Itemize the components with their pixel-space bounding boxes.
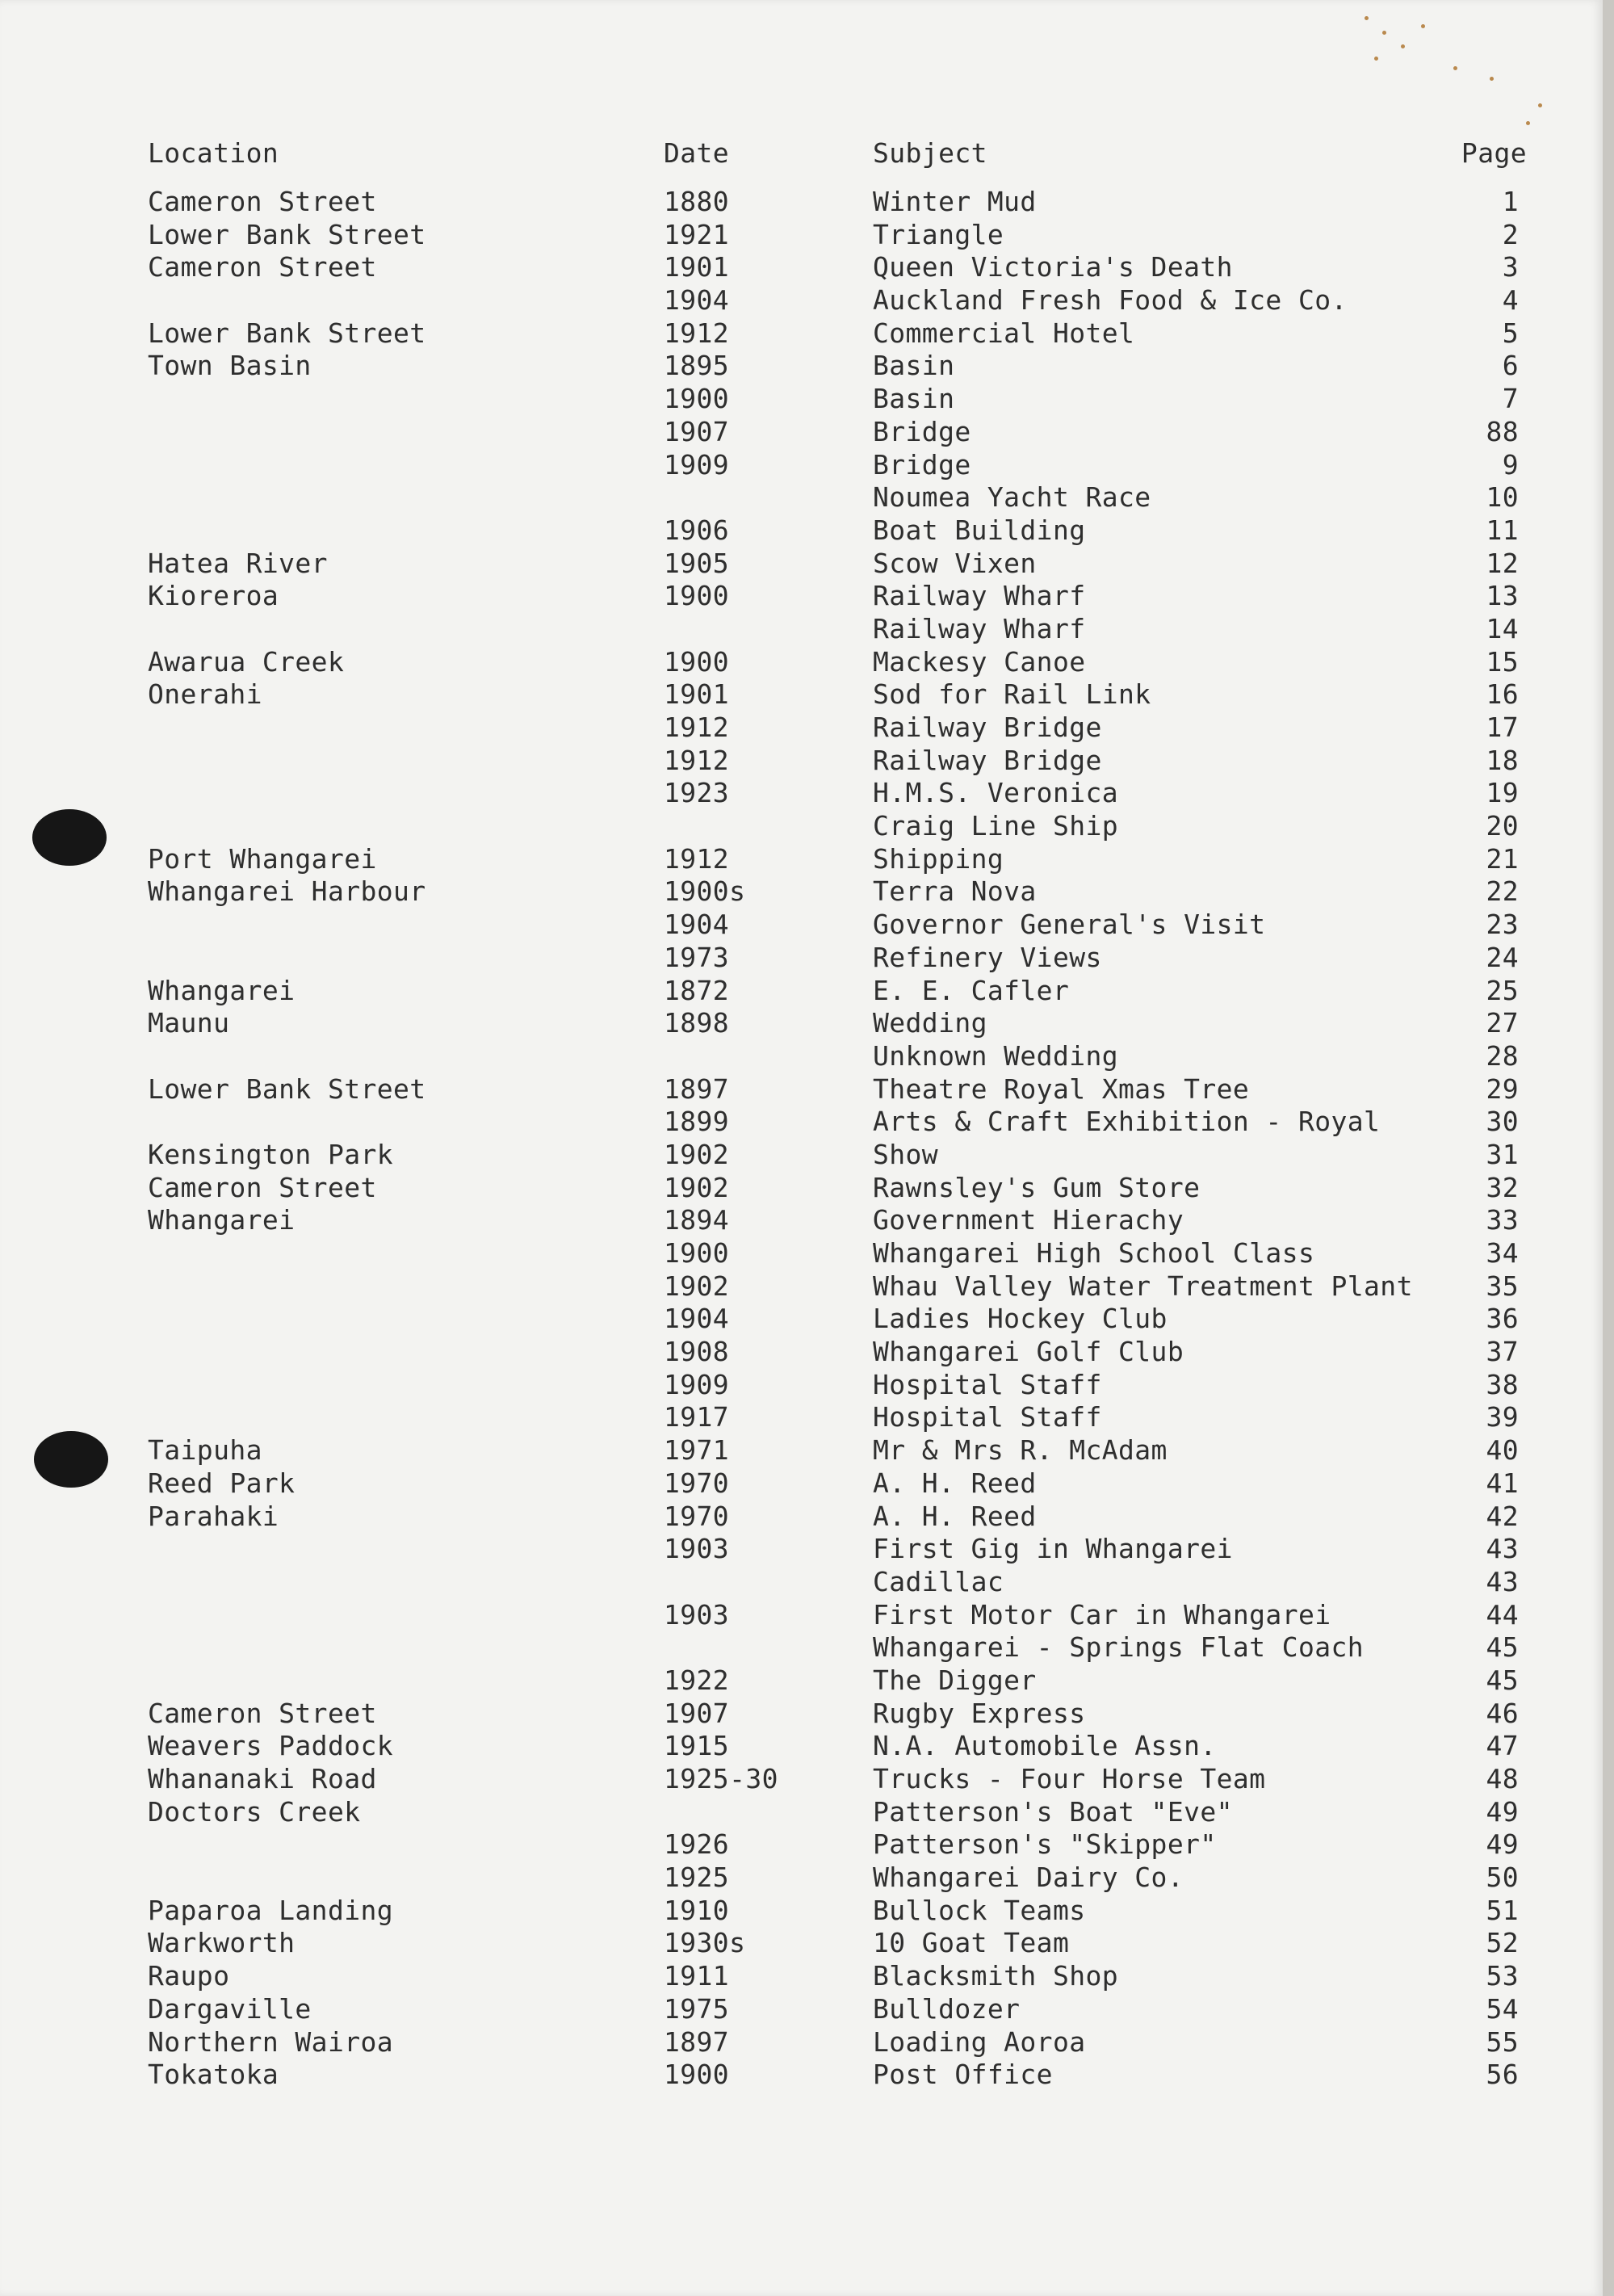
table-row xyxy=(0,416,1614,449)
row-date: 1917 xyxy=(664,1401,730,1433)
table-row xyxy=(0,613,1614,646)
row-date: 1880 xyxy=(664,186,730,217)
row-subject: Governor General's Visit xyxy=(873,909,1266,941)
table-row xyxy=(0,481,1614,514)
row-subject: Show xyxy=(873,1138,939,1170)
row-page: 7 xyxy=(1502,383,1519,415)
table-row xyxy=(0,1533,1614,1566)
row-location: Maunu xyxy=(148,1007,230,1039)
row-page: 45 xyxy=(1486,1664,1519,1696)
row-location: Hatea River xyxy=(148,547,328,579)
row-date: 1904 xyxy=(664,1303,730,1335)
row-location: Warkworth xyxy=(148,1927,296,1959)
row-subject: Whangarei Golf Club xyxy=(873,1336,1184,1368)
row-page: 43 xyxy=(1486,1533,1519,1565)
table-row xyxy=(0,1862,1614,1895)
row-subject: Mackesy Canoe xyxy=(873,645,1086,678)
row-subject: Noumea Yacht Race xyxy=(873,481,1151,514)
row-location: Cameron Street xyxy=(148,251,377,283)
row-date: 1907 xyxy=(664,415,730,447)
row-location: Northern Wairoa xyxy=(148,2025,394,2058)
row-page: 31 xyxy=(1486,1138,1519,1170)
row-date: 1915 xyxy=(664,1730,730,1762)
header-date: Date xyxy=(664,137,730,169)
row-subject: Whangarei - Springs Flat Coach xyxy=(873,1631,1365,1664)
row-date: 1912 xyxy=(664,842,730,875)
row-page: 55 xyxy=(1486,2025,1519,2058)
row-subject: Railway Wharf xyxy=(873,612,1086,644)
row-page: 43 xyxy=(1486,1565,1519,1597)
row-location: Dargaville xyxy=(148,1992,312,2025)
table-row xyxy=(0,646,1614,679)
row-location: Onerahi xyxy=(148,678,262,711)
row-location: Lower Bank Street xyxy=(148,1072,426,1105)
table-row xyxy=(0,1993,1614,2026)
row-subject: E. E. Cafler xyxy=(873,974,1070,1006)
row-page: 32 xyxy=(1486,1171,1519,1203)
table-row xyxy=(0,1139,1614,1172)
table-row xyxy=(0,1566,1614,1599)
row-page: 54 xyxy=(1486,1992,1519,2025)
row-page: 27 xyxy=(1486,1007,1519,1039)
row-subject: Bridge xyxy=(873,448,971,481)
row-date: 1902 xyxy=(664,1138,730,1170)
row-subject: A. H. Reed xyxy=(873,1500,1037,1532)
row-date: 1901 xyxy=(664,251,730,283)
table-row xyxy=(0,1369,1614,1402)
table-row xyxy=(0,1434,1614,1467)
header-location: Location xyxy=(148,137,279,169)
row-date: 1901 xyxy=(664,678,730,711)
row-subject: Auckland Fresh Food & Ice Co. xyxy=(873,284,1348,317)
row-date: 1923 xyxy=(664,777,730,809)
row-subject: The Digger xyxy=(873,1664,1037,1696)
row-date: 1872 xyxy=(664,974,730,1006)
row-location: Cameron Street xyxy=(148,1697,377,1729)
row-page: 52 xyxy=(1486,1927,1519,1959)
row-subject: Whangarei High School Class xyxy=(873,1237,1315,1269)
row-location: Awarua Creek xyxy=(148,645,345,678)
row-subject: Rugby Express xyxy=(873,1697,1086,1729)
row-location: Tokatoka xyxy=(148,2059,279,2091)
row-page: 4 xyxy=(1502,284,1519,317)
row-subject: Craig Line Ship xyxy=(873,810,1119,842)
table-row xyxy=(0,1501,1614,1534)
row-date: 1897 xyxy=(664,1072,730,1105)
row-location: Lower Bank Street xyxy=(148,218,426,250)
row-page: 19 xyxy=(1486,777,1519,809)
row-location: Parahaki xyxy=(148,1500,279,1532)
row-page: 21 xyxy=(1486,842,1519,875)
row-page: 22 xyxy=(1486,875,1519,908)
row-location: Paparoa Landing xyxy=(148,1894,394,1926)
row-page: 47 xyxy=(1486,1730,1519,1762)
row-location: Port Whangarei xyxy=(148,842,377,875)
row-date: 1973 xyxy=(664,941,730,973)
row-subject: First Gig in Whangarei xyxy=(873,1533,1233,1565)
row-location: Weavers Paddock xyxy=(148,1730,394,1762)
row-date: 1897 xyxy=(664,2025,730,2058)
row-subject: Unknown Wedding xyxy=(873,1039,1119,1072)
row-subject: Government Hierachy xyxy=(873,1204,1184,1236)
row-date: 1904 xyxy=(664,909,730,941)
row-date: 1910 xyxy=(664,1894,730,1926)
row-subject: Triangle xyxy=(873,218,1004,250)
table-row xyxy=(0,1927,1614,1960)
row-date: 1905 xyxy=(664,547,730,579)
row-page: 39 xyxy=(1486,1401,1519,1433)
row-subject: Patterson's "Skipper" xyxy=(873,1828,1217,1861)
row-page: 10 xyxy=(1486,481,1519,514)
row-page: 34 xyxy=(1486,1237,1519,1269)
table-row xyxy=(0,1664,1614,1698)
row-subject: Loading Aoroa xyxy=(873,2025,1086,2058)
row-date: 1912 xyxy=(664,317,730,349)
table-row xyxy=(0,1073,1614,1106)
row-date: 1970 xyxy=(664,1500,730,1532)
row-date: 1925 xyxy=(664,1862,730,1894)
row-subject: N.A. Automobile Assn. xyxy=(873,1730,1217,1762)
table-row xyxy=(0,350,1614,383)
table-row xyxy=(0,514,1614,548)
table-row xyxy=(0,1303,1614,1336)
row-subject: Terra Nova xyxy=(873,875,1037,908)
row-subject: Winter Mud xyxy=(873,186,1037,217)
table-row xyxy=(0,1960,1614,1993)
row-page: 36 xyxy=(1486,1303,1519,1335)
row-date: 1902 xyxy=(664,1171,730,1203)
row-page: 20 xyxy=(1486,810,1519,842)
table-row xyxy=(0,909,1614,942)
row-date: 1922 xyxy=(664,1664,730,1696)
row-date: 1930s xyxy=(664,1927,746,1959)
row-location: Reed Park xyxy=(148,1467,296,1499)
table-row xyxy=(0,186,1614,219)
table-row xyxy=(0,1401,1614,1434)
row-date: 1906 xyxy=(664,514,730,546)
header-page: Page xyxy=(1461,137,1527,169)
row-page: 40 xyxy=(1486,1434,1519,1467)
table-row xyxy=(0,548,1614,581)
row-location: Taipuha xyxy=(148,1434,262,1467)
row-page: 41 xyxy=(1486,1467,1519,1499)
row-subject: Theatre Royal Xmas Tree xyxy=(873,1072,1250,1105)
row-page: 1 xyxy=(1502,186,1519,217)
table-header xyxy=(0,137,1614,170)
row-date: 1900 xyxy=(664,580,730,612)
row-date: 1921 xyxy=(664,218,730,250)
row-page: 23 xyxy=(1486,909,1519,941)
table-row xyxy=(0,711,1614,745)
row-subject: Whangarei Dairy Co. xyxy=(873,1862,1184,1894)
row-subject: Trucks - Four Horse Team xyxy=(873,1763,1266,1794)
row-subject: 10 Goat Team xyxy=(873,1927,1070,1959)
row-date: 1903 xyxy=(664,1533,730,1565)
row-page: 5 xyxy=(1502,317,1519,349)
row-page: 28 xyxy=(1486,1039,1519,1072)
row-subject: Mr & Mrs R. McAdam xyxy=(873,1434,1168,1467)
row-page: 53 xyxy=(1486,1960,1519,1992)
row-page: 2 xyxy=(1502,218,1519,250)
row-subject: Queen Victoria's Death xyxy=(873,251,1233,283)
table-row xyxy=(0,1763,1614,1796)
row-location: Lower Bank Street xyxy=(148,317,426,349)
row-subject: Blacksmith Shop xyxy=(873,1960,1119,1992)
row-page: 24 xyxy=(1486,941,1519,973)
row-subject: H.M.S. Veronica xyxy=(873,777,1119,809)
table-row xyxy=(0,251,1614,284)
row-date: 1975 xyxy=(664,1992,730,2025)
row-subject: Refinery Views xyxy=(873,941,1102,973)
row-location: Whangarei xyxy=(148,974,296,1006)
table-row xyxy=(0,1237,1614,1270)
row-location: Town Basin xyxy=(148,350,312,382)
row-date: 1898 xyxy=(664,1007,730,1039)
row-page: 45 xyxy=(1486,1631,1519,1664)
row-page: 88 xyxy=(1486,415,1519,447)
table-row xyxy=(0,1631,1614,1664)
row-page: 14 xyxy=(1486,612,1519,644)
table-row xyxy=(0,1007,1614,1040)
row-location: Doctors Creek xyxy=(148,1795,361,1828)
row-date: 1900 xyxy=(664,2059,730,2091)
row-page: 35 xyxy=(1486,1270,1519,1302)
row-subject: Basin xyxy=(873,383,955,415)
table-row xyxy=(0,1828,1614,1862)
row-location: Whananaki Road xyxy=(148,1763,377,1794)
row-page: 17 xyxy=(1486,711,1519,743)
row-page: 15 xyxy=(1486,645,1519,678)
row-page: 6 xyxy=(1502,350,1519,382)
row-date: 1899 xyxy=(664,1106,730,1138)
row-location: Whangarei xyxy=(148,1204,296,1236)
row-page: 30 xyxy=(1486,1106,1519,1138)
table-row xyxy=(0,678,1614,711)
table-row xyxy=(0,1796,1614,1829)
table-row xyxy=(0,1040,1614,1073)
row-page: 46 xyxy=(1486,1697,1519,1729)
row-date: 1902 xyxy=(664,1270,730,1302)
row-page: 44 xyxy=(1486,1598,1519,1631)
row-date: 1909 xyxy=(664,448,730,481)
row-date: 1971 xyxy=(664,1434,730,1467)
row-location: Raupo xyxy=(148,1960,230,1992)
table-row xyxy=(0,942,1614,975)
row-location: Cameron Street xyxy=(148,1171,377,1203)
table-row xyxy=(0,1172,1614,1205)
row-subject: Cadillac xyxy=(873,1565,1004,1597)
row-subject: Ladies Hockey Club xyxy=(873,1303,1168,1335)
row-subject: Sod for Rail Link xyxy=(873,678,1151,711)
table-row xyxy=(0,2026,1614,2059)
row-page: 49 xyxy=(1486,1795,1519,1828)
row-date: 1926 xyxy=(664,1828,730,1861)
table-row xyxy=(0,580,1614,613)
row-subject: Railway Bridge xyxy=(873,711,1102,743)
table-row xyxy=(0,810,1614,843)
row-page: 56 xyxy=(1486,2059,1519,2091)
row-date: 1895 xyxy=(664,350,730,382)
row-subject: A. H. Reed xyxy=(873,1467,1037,1499)
row-subject: Whau Valley Water Treatment Plant xyxy=(873,1270,1413,1302)
row-page: 9 xyxy=(1502,448,1519,481)
row-subject: First Motor Car in Whangarei xyxy=(873,1598,1331,1631)
table-row xyxy=(0,1698,1614,1731)
row-date: 1909 xyxy=(664,1368,730,1400)
row-subject: Railway Wharf xyxy=(873,580,1086,612)
row-subject: Arts & Craft Exhibition - Royal xyxy=(873,1106,1381,1138)
row-page: 49 xyxy=(1486,1828,1519,1861)
row-date: 1911 xyxy=(664,1960,730,1992)
row-date: 1907 xyxy=(664,1697,730,1729)
row-page: 12 xyxy=(1486,547,1519,579)
row-date: 1912 xyxy=(664,711,730,743)
row-page: 48 xyxy=(1486,1763,1519,1794)
row-subject: Hospital Staff xyxy=(873,1401,1102,1433)
row-location: Whangarei Harbour xyxy=(148,875,426,908)
table-row xyxy=(0,284,1614,317)
row-page: 50 xyxy=(1486,1862,1519,1894)
table-row xyxy=(0,777,1614,810)
table-body xyxy=(0,186,1614,2092)
table-row xyxy=(0,2059,1614,2092)
table-row xyxy=(0,745,1614,778)
row-date: 1912 xyxy=(664,744,730,776)
table-row xyxy=(0,383,1614,416)
row-subject: Shipping xyxy=(873,842,1004,875)
row-date: 1900s xyxy=(664,875,746,908)
table-row xyxy=(0,1599,1614,1632)
row-date: 1903 xyxy=(664,1598,730,1631)
table-row xyxy=(0,843,1614,876)
row-location: Kensington Park xyxy=(148,1138,394,1170)
row-date: 1900 xyxy=(664,383,730,415)
row-date: 1925-30 xyxy=(664,1763,778,1794)
table-row xyxy=(0,975,1614,1008)
header-subject: Subject xyxy=(873,137,987,169)
row-page: 33 xyxy=(1486,1204,1519,1236)
row-subject: Railway Bridge xyxy=(873,744,1102,776)
row-page: 51 xyxy=(1486,1894,1519,1926)
row-subject: Patterson's Boat "Eve" xyxy=(873,1795,1233,1828)
row-subject: Wedding xyxy=(873,1007,987,1039)
table-row xyxy=(0,219,1614,252)
row-date: 1900 xyxy=(664,1237,730,1269)
row-subject: Hospital Staff xyxy=(873,1368,1102,1400)
row-page: 3 xyxy=(1502,251,1519,283)
row-subject: Scow Vixen xyxy=(873,547,1037,579)
row-page: 13 xyxy=(1486,580,1519,612)
row-location: Cameron Street xyxy=(148,186,377,217)
table-row xyxy=(0,449,1614,482)
row-subject: Rawnsley's Gum Store xyxy=(873,1171,1201,1203)
row-date: 1908 xyxy=(664,1336,730,1368)
table-row xyxy=(0,1204,1614,1237)
row-page: 38 xyxy=(1486,1368,1519,1400)
row-subject: Post Office xyxy=(873,2059,1053,2091)
table-row xyxy=(0,1467,1614,1501)
row-page: 42 xyxy=(1486,1500,1519,1532)
row-subject: Bridge xyxy=(873,415,971,447)
row-page: 11 xyxy=(1486,514,1519,546)
row-page: 25 xyxy=(1486,974,1519,1006)
table-row xyxy=(0,1106,1614,1139)
row-page: 29 xyxy=(1486,1072,1519,1105)
row-date: 1970 xyxy=(664,1467,730,1499)
row-subject: Bullock Teams xyxy=(873,1894,1086,1926)
row-date: 1904 xyxy=(664,284,730,317)
row-subject: Boat Building xyxy=(873,514,1086,546)
table-row xyxy=(0,1730,1614,1763)
row-subject: Bulldozer xyxy=(873,1992,1021,2025)
row-page: 16 xyxy=(1486,678,1519,711)
table-row xyxy=(0,1270,1614,1303)
table-row xyxy=(0,317,1614,350)
row-page: 37 xyxy=(1486,1336,1519,1368)
row-date: 1894 xyxy=(664,1204,730,1236)
row-page: 18 xyxy=(1486,744,1519,776)
row-location: Kioreroa xyxy=(148,580,279,612)
table-row xyxy=(0,875,1614,909)
row-subject: Commercial Hotel xyxy=(873,317,1135,349)
row-date: 1900 xyxy=(664,645,730,678)
table-row xyxy=(0,1336,1614,1369)
table-row xyxy=(0,1895,1614,1928)
row-subject: Basin xyxy=(873,350,955,382)
